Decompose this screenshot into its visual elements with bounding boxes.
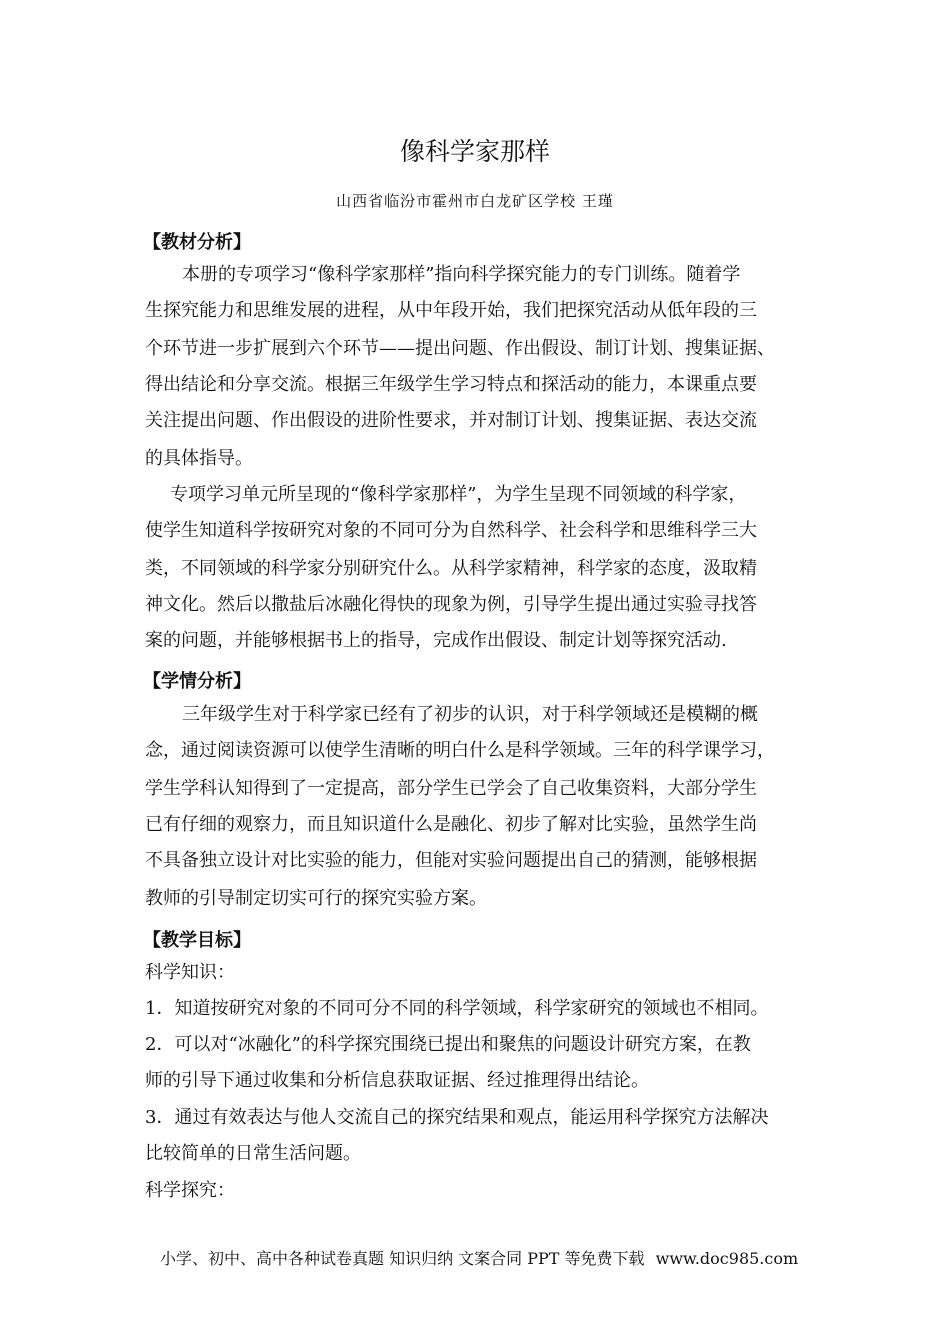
paragraph-line: 得出结论和分享交流。根据三年级学生学习特点和探活动的能力，本课重点要: [145, 374, 757, 395]
goal-item: 2．可以对“冰融化”的科学探究围绕已提出和聚焦的问题设计研究方案，在教: [145, 1034, 751, 1055]
paragraph-line: 生探究能力和思维发展的进程，从中年段开始，我们把探究活动从低年段的三: [145, 300, 757, 321]
page-footer: [160, 1246, 804, 1269]
goal-item: 1．知道按研究对象的不同可分不同的科学领域，科学家研究的领域也不相同。: [145, 998, 769, 1019]
paragraph-line: 案的问题，并能够根据书上的指导，完成作出假设、制定计划等探究活动.: [145, 630, 727, 651]
paragraph-line: 不具备独立设计对比实验的能力，但能对实验问题提出自己的猜测，能够根据: [145, 850, 757, 871]
goal-subheading: 科学探究：: [145, 1180, 235, 1201]
paragraph-line: 学生学科认知得到了一定提高，部分学生已学会了自己收集资料，大部分学生: [145, 778, 757, 799]
goal-item-continued: 比较简单的日常生活问题。: [145, 1143, 361, 1164]
paragraph-line: 念，通过阅读资源可以使学生清晰的明白什么是科学领域。三年的科学课学习，: [145, 740, 775, 761]
paragraph-line: 神文化。然后以撒盐后冰融化得快的现象为例，引导学生提出通过实验寻找答: [145, 594, 757, 615]
paragraph-line: 三年级学生对于科学家已经有了初步的认识，对于科学领域还是模糊的概: [182, 704, 758, 725]
footer-text: 小学、初中、高中各种试卷真题 知识归纳 文案合同 PPT 等免费下载: [160, 1249, 645, 1268]
paragraph-line: 类，不同领域的科学家分别研究什么。从科学家精神，科学家的态度，汲取精: [145, 558, 757, 579]
paragraph-line: 教师的引导制定切实可行的探究实验方案。: [145, 888, 487, 909]
goal-subheading: 科学知识：: [145, 962, 235, 983]
goal-item: 3．通过有效表达与他人交流自己的探究结果和观点，能运用科学探究方法解决: [145, 1107, 769, 1128]
paragraph-line: 本册的专项学习“像科学家那样”指向科学探究能力的专门训练。随着学: [182, 264, 741, 285]
section-heading-textbook-analysis: 【教材分析】: [143, 232, 251, 253]
paragraph-line: 专项学习单元所呈现的“像科学家那样”，为学生呈现不同领域的科学家，: [170, 484, 747, 505]
paragraph-line: 已有仔细的观察力，而且知识道什么是融化、初步了解对比实验，虽然学生尚: [145, 814, 757, 835]
document-title: 像科学家那样: [399, 137, 550, 166]
paragraph-line: 的具体指导。: [145, 448, 253, 469]
paragraph-line: 关注提出问题、作出假设的进阶性要求，并对制订计划、搜集证据、表达交流: [145, 410, 757, 431]
goal-item-continued: 师的引导下通过收集和分析信息获取证据、经过推理得出结论。: [145, 1070, 649, 1091]
section-heading-teaching-goals: 【教学目标】: [143, 930, 251, 951]
author-line: 山西省临汾市霍州市白龙矿区学校 王瑾: [336, 192, 614, 210]
footer-link[interactable]: www.doc985.com: [655, 1249, 799, 1268]
paragraph-line: 使学生知道科学按研究对象的不同可分为自然科学、社会科学和思维科学三大: [145, 520, 757, 541]
paragraph-line: 个环节进一步扩展到六个环节——提出问题、作出假设、制订计划、搜集证据、: [145, 338, 775, 359]
section-heading-learner-analysis: 【学情分析】: [143, 671, 251, 692]
